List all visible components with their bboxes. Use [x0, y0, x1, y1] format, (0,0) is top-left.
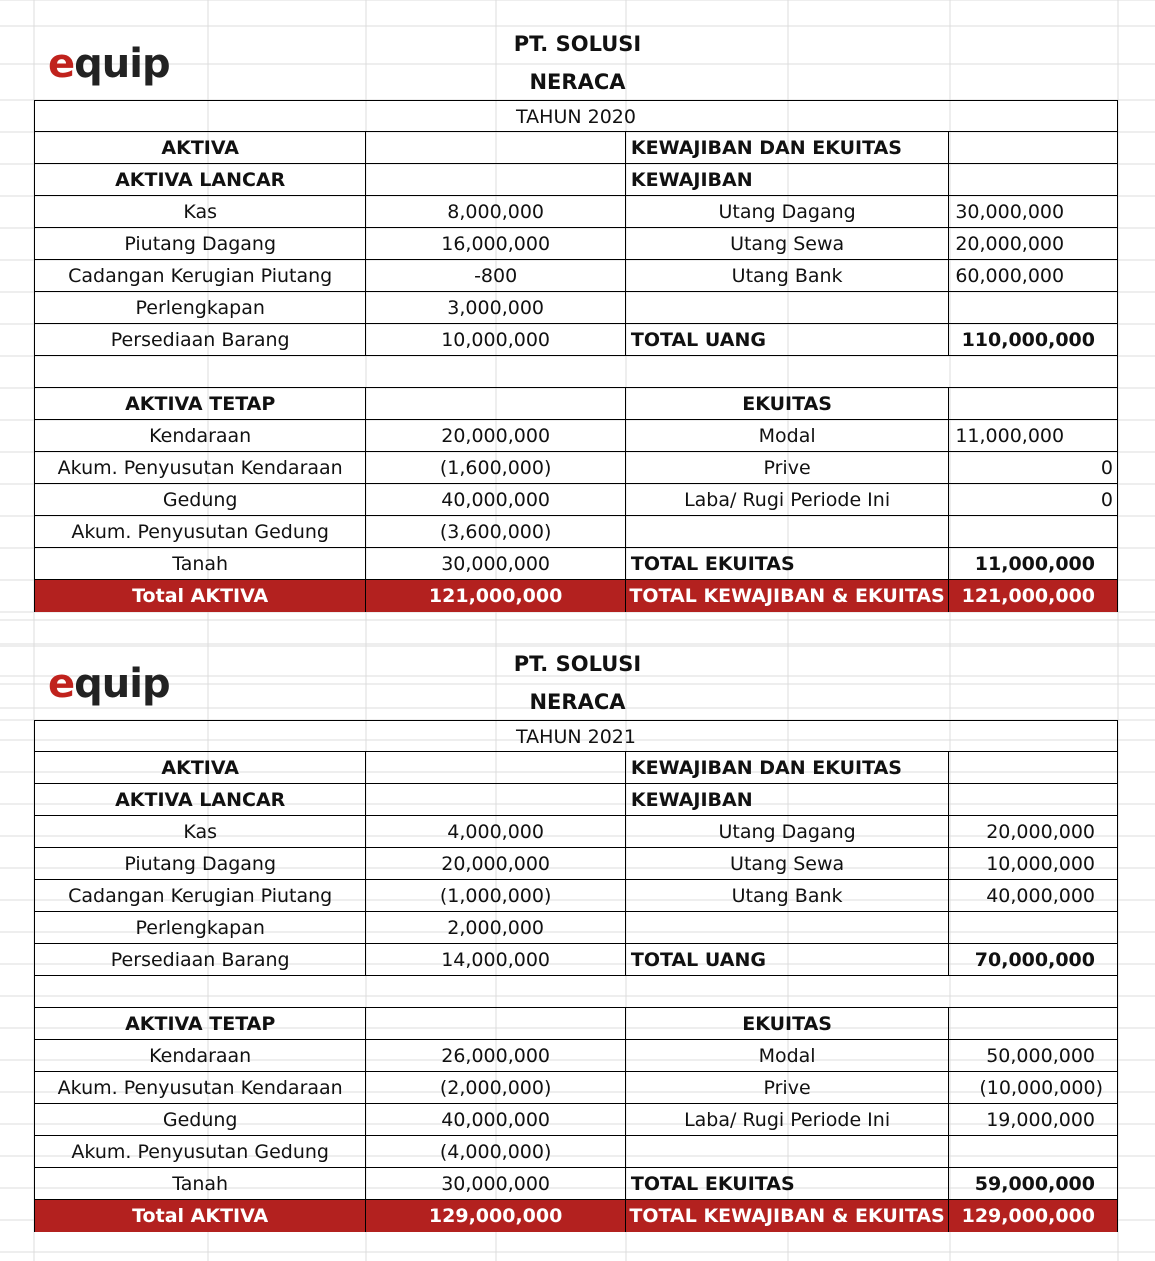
empty-cell	[949, 784, 1117, 816]
ekuitas-heading: EKUITAS	[626, 1008, 949, 1040]
kewajiban-heading: KEWAJIBAN	[626, 164, 949, 196]
equity-label: Prive	[626, 452, 949, 484]
section-header-row[interactable]	[34, 132, 1118, 164]
empty-cell	[366, 132, 626, 164]
asset-label: Gedung	[35, 1104, 366, 1136]
asset-value: 14,000,000	[366, 944, 626, 976]
asset-label: Kendaraan	[35, 420, 366, 452]
year-label: TAHUN 2021	[516, 726, 636, 748]
asset-label: Kas	[35, 816, 366, 848]
total-kewajiban-ekuitas-label: TOTAL KEWAJIBAN & EKUITAS	[626, 1200, 949, 1232]
liability-label: Utang Sewa	[626, 848, 949, 880]
asset-label: Akum. Penyusutan Gedung	[35, 516, 366, 548]
empty-cell	[366, 1008, 626, 1040]
total-aktiva-value: 129,000,000	[366, 1200, 626, 1232]
asset-value: (1,600,000)	[366, 452, 626, 484]
aktiva-lancar-heading: AKTIVA LANCAR	[35, 164, 366, 196]
balance-sheet-2020	[0, 0, 1155, 620]
empty-cell	[949, 388, 1117, 420]
liability-value: 20,000,000	[986, 821, 1096, 843]
table-row[interactable]	[34, 848, 1118, 880]
empty-cell	[366, 752, 626, 784]
asset-value: (1,000,000)	[366, 880, 626, 912]
asset-value: 16,000,000	[366, 228, 626, 260]
aktiva-tetap-heading: AKTIVA TETAP	[35, 388, 366, 420]
empty-cell	[949, 164, 1117, 196]
liability-value: 20,000,000	[955, 233, 1065, 255]
year-label: TAHUN 2020	[516, 106, 636, 128]
asset-label: Piutang Dagang	[35, 228, 366, 260]
table-row[interactable]	[34, 548, 1118, 580]
total-kewajiban-ekuitas-label: TOTAL KEWAJIBAN & EKUITAS	[626, 580, 949, 612]
empty-cell	[949, 912, 1117, 944]
asset-label: Kas	[35, 196, 366, 228]
asset-value: 26,000,000	[366, 1040, 626, 1072]
empty-cell	[366, 388, 626, 420]
asset-label: Gedung	[35, 484, 366, 516]
asset-value: 3,000,000	[366, 292, 626, 324]
aktiva-tetap-heading: AKTIVA TETAP	[35, 1008, 366, 1040]
subsection-header-row[interactable]	[34, 784, 1118, 816]
total-ekuitas-label: TOTAL EKUITAS	[626, 1168, 949, 1200]
empty-cell	[949, 292, 1117, 324]
empty-cell	[949, 752, 1117, 784]
total-aktiva-label: Total AKTIVA	[35, 1200, 366, 1232]
table-row[interactable]	[34, 420, 1118, 452]
liability-label: Utang Sewa	[626, 228, 949, 260]
asset-label: Persediaan Barang	[35, 324, 366, 356]
equity-value: 50,000,000	[986, 1045, 1096, 1067]
table-row[interactable]	[34, 292, 1118, 324]
liability-value: 40,000,000	[986, 885, 1096, 907]
ekuitas-heading: EKUITAS	[626, 388, 949, 420]
subsection-header-row[interactable]	[34, 1008, 1118, 1040]
asset-value: 2,000,000	[366, 912, 626, 944]
asset-label: Perlengkapan	[35, 292, 366, 324]
equity-label: Prive	[626, 1072, 949, 1104]
table-row[interactable]	[34, 324, 1118, 356]
asset-value: (4,000,000)	[366, 1136, 626, 1168]
empty-cell	[626, 516, 949, 548]
year-row[interactable]	[34, 720, 1118, 752]
table-row[interactable]	[34, 1104, 1118, 1136]
empty-cell	[626, 292, 949, 324]
equip-logo: equip	[48, 661, 170, 707]
table-row[interactable]	[34, 484, 1118, 516]
total-uang-value: 70,000,000	[974, 949, 1095, 971]
company-name: PT. SOLUSI	[513, 32, 642, 56]
empty-cell	[949, 1136, 1117, 1168]
total-aktiva-label: Total AKTIVA	[35, 580, 366, 612]
kewajiban-ekuitas-heading: KEWAJIBAN DAN EKUITAS	[626, 752, 949, 784]
table-row[interactable]	[34, 228, 1118, 260]
asset-label: Tanah	[35, 1168, 366, 1200]
asset-value: 20,000,000	[366, 848, 626, 880]
total-ekuitas-value: 59,000,000	[974, 1173, 1095, 1195]
kewajiban-heading: KEWAJIBAN	[626, 784, 949, 816]
asset-label: Tanah	[35, 548, 366, 580]
equity-label: Modal	[626, 1040, 949, 1072]
asset-value: (3,600,000)	[366, 516, 626, 548]
asset-label: Piutang Dagang	[35, 848, 366, 880]
total-kewajiban-ekuitas-value: 121,000,000	[949, 580, 1117, 612]
empty-cell	[366, 784, 626, 816]
total-row[interactable]	[34, 1200, 1118, 1232]
asset-value: -800	[366, 260, 626, 292]
equity-label: Modal	[626, 420, 949, 452]
balance-sheet-2021	[0, 620, 1155, 1240]
asset-value: (2,000,000)	[366, 1072, 626, 1104]
aktiva-heading: AKTIVA	[35, 752, 366, 784]
report-title: NERACA	[529, 70, 626, 94]
empty-cell	[626, 1136, 949, 1168]
table-row[interactable]	[34, 944, 1118, 976]
equity-value: 19,000,000	[986, 1109, 1096, 1131]
asset-value: 40,000,000	[366, 484, 626, 516]
liability-value: 30,000,000	[955, 201, 1065, 223]
asset-label: Perlengkapan	[35, 912, 366, 944]
asset-value: 8,000,000	[366, 196, 626, 228]
liability-label: Utang Dagang	[626, 816, 949, 848]
asset-label: Akum. Penyusutan Kendaraan	[35, 452, 366, 484]
equity-value: 0	[1100, 457, 1113, 479]
empty-cell	[949, 516, 1117, 548]
asset-value: 30,000,000	[366, 1168, 626, 1200]
asset-value: 30,000,000	[366, 548, 626, 580]
subsection-header-row[interactable]	[34, 388, 1118, 420]
liability-value: 60,000,000	[955, 265, 1065, 287]
total-row[interactable]	[34, 580, 1118, 612]
table-row[interactable]	[34, 452, 1118, 484]
asset-label: Akum. Penyusutan Kendaraan	[35, 1072, 366, 1104]
table-row[interactable]	[34, 912, 1118, 944]
empty-cell	[949, 132, 1117, 164]
liability-label: Utang Dagang	[626, 196, 949, 228]
asset-label: Kendaraan	[35, 1040, 366, 1072]
liability-label: Utang Bank	[626, 260, 949, 292]
total-uang-label: TOTAL UANG	[626, 944, 949, 976]
year-row[interactable]	[34, 100, 1118, 132]
asset-value: 10,000,000	[366, 324, 626, 356]
table-row[interactable]	[34, 260, 1118, 292]
aktiva-lancar-heading: AKTIVA LANCAR	[35, 784, 366, 816]
table-row[interactable]	[34, 1040, 1118, 1072]
equity-label: Laba/ Rugi Periode Ini	[626, 484, 949, 516]
aktiva-heading: AKTIVA	[35, 132, 366, 164]
asset-value: 4,000,000	[366, 816, 626, 848]
liability-label: Utang Bank	[626, 880, 949, 912]
asset-value: 40,000,000	[366, 1104, 626, 1136]
table-row[interactable]	[34, 880, 1118, 912]
total-ekuitas-value: 11,000,000	[974, 553, 1095, 575]
equity-value: (10,000,000)	[979, 1077, 1103, 1099]
report-title: NERACA	[529, 690, 626, 714]
total-aktiva-value: 121,000,000	[366, 580, 626, 612]
asset-label: Persediaan Barang	[35, 944, 366, 976]
total-ekuitas-label: TOTAL EKUITAS	[626, 548, 949, 580]
asset-label: Cadangan Kerugian Piutang	[35, 880, 366, 912]
equity-value: 11,000,000	[955, 425, 1065, 447]
spacer-row[interactable]	[34, 356, 1118, 388]
subsection-header-row[interactable]	[34, 164, 1118, 196]
equip-logo: equip	[48, 41, 170, 87]
section-header-row[interactable]	[34, 752, 1118, 784]
table-row[interactable]	[34, 816, 1118, 848]
kewajiban-ekuitas-heading: KEWAJIBAN DAN EKUITAS	[626, 132, 949, 164]
spacer-row[interactable]	[34, 976, 1118, 1008]
asset-value: 20,000,000	[366, 420, 626, 452]
empty-cell	[366, 164, 626, 196]
table-row[interactable]	[34, 516, 1118, 548]
equity-label: Laba/ Rugi Periode Ini	[626, 1104, 949, 1136]
table-row[interactable]	[34, 1136, 1118, 1168]
equity-value: 0	[1100, 489, 1113, 511]
asset-label: Akum. Penyusutan Gedung	[35, 1136, 366, 1168]
liability-value: 10,000,000	[986, 853, 1096, 875]
asset-label: Cadangan Kerugian Piutang	[35, 260, 366, 292]
table-row[interactable]	[34, 1072, 1118, 1104]
total-uang-label: TOTAL UANG	[626, 324, 949, 356]
total-kewajiban-ekuitas-value: 129,000,000	[949, 1200, 1117, 1232]
empty-cell	[949, 1008, 1117, 1040]
total-uang-value: 110,000,000	[961, 329, 1095, 351]
table-row[interactable]	[34, 196, 1118, 228]
company-name: PT. SOLUSI	[513, 652, 642, 676]
empty-cell	[626, 912, 949, 944]
table-row[interactable]	[34, 1168, 1118, 1200]
